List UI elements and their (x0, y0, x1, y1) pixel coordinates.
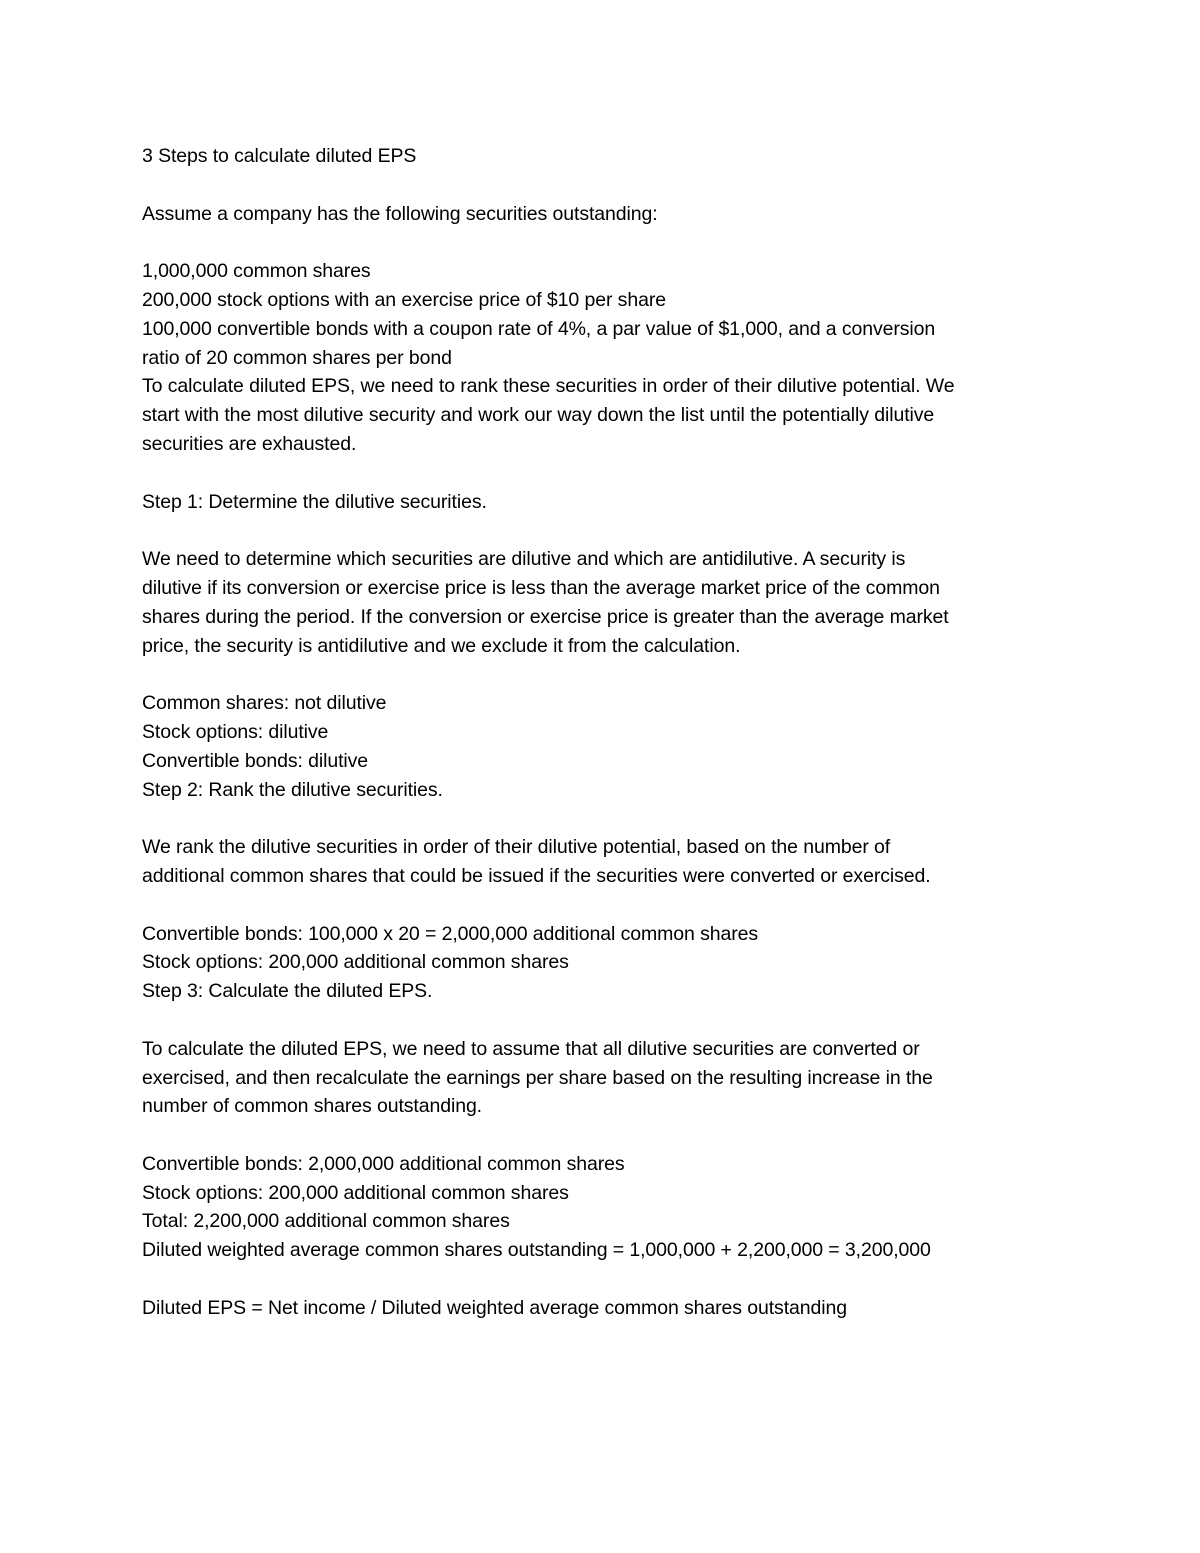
ranking-intro-line: start with the most dilutive security and work our way down the list until the potentially dilutive (142, 404, 935, 427)
security-line: 1,000,000 common shares (142, 260, 371, 283)
ranking-intro-line: securities are exhausted. (142, 432, 357, 455)
step2-heading: Step 2: Rank the dilutive securities. (142, 778, 443, 801)
intro-paragraph: Assume a company has the following securities outstanding: (142, 202, 658, 225)
step3-body-line: exercised, and then recalculate the earnings per share based on the resulting increase in the (142, 1066, 933, 1089)
document-title: 3 Steps to calculate diluted EPS (142, 145, 417, 167)
step3-body-line: number of common shares outstanding. (142, 1095, 483, 1118)
spacer (142, 516, 1072, 545)
spacer (142, 1265, 1072, 1294)
step1-heading: Step 1: Determine the dilutive securities. (142, 490, 487, 513)
step3-result-line: Convertible bonds: 2,000,000 additional common shares (142, 1152, 625, 1175)
spacer (142, 1006, 1072, 1035)
spacer (142, 459, 1072, 488)
spacer (142, 228, 1072, 257)
step3-result-line: Diluted weighted average common shares outstanding = 1,000,000 + 2,200,000 = 3,200,000 (142, 1239, 931, 1262)
ranking-intro-line: To calculate diluted EPS, we need to rank these securities in order of their dilutive potential. We (142, 375, 955, 398)
step1-body-line: shares during the period. If the conversion or exercise price is greater than the average market (142, 605, 949, 628)
step3-body-line: To calculate the diluted EPS, we need to assume that all dilutive securities are converted or (142, 1037, 920, 1060)
security-line: 100,000 convertible bonds with a coupon rate of 4%, a par value of $1,000, and a conversion (142, 317, 936, 340)
step2-result-line: Stock options: 200,000 additional common shares (142, 951, 569, 974)
step1-body-line: price, the security is antidilutive and we exclude it from the calculation. (142, 634, 741, 657)
step1-result-line: Convertible bonds: dilutive (142, 749, 369, 772)
diluted-eps-formula: Diluted EPS = Net income / Diluted weighted average common shares outstanding (142, 1296, 847, 1319)
document-body (142, 142, 1072, 1323)
step2-result-line: Convertible bonds: 100,000 x 20 = 2,000,000 additional common shares (142, 922, 758, 945)
spacer (142, 660, 1072, 689)
spacer (142, 804, 1072, 833)
security-line: ratio of 20 common shares per bond (142, 346, 452, 369)
spacer (142, 171, 1072, 200)
step3-result-line: Total: 2,200,000 additional common shares (142, 1210, 510, 1233)
step1-body-line: We need to determine which securities are dilutive and which are antidilutive. A security is (142, 548, 906, 571)
spacer (142, 1121, 1072, 1150)
step1-body-line: dilutive if its conversion or exercise price is less than the average market price of the common (142, 576, 940, 599)
step2-body-line: We rank the dilutive securities in order of their dilutive potential, based on the number of (142, 836, 891, 859)
step1-result-line: Common shares: not dilutive (142, 692, 387, 715)
step3-heading: Step 3: Calculate the diluted EPS. (142, 980, 433, 1003)
step1-result-line: Stock options: dilutive (142, 720, 329, 743)
security-line: 200,000 stock options with an exercise price of $10 per share (142, 288, 666, 311)
step2-body-line: additional common shares that could be issued if the securities were converted or exercised. (142, 864, 931, 887)
spacer (142, 891, 1072, 920)
step3-result-line: Stock options: 200,000 additional common shares (142, 1181, 569, 1204)
